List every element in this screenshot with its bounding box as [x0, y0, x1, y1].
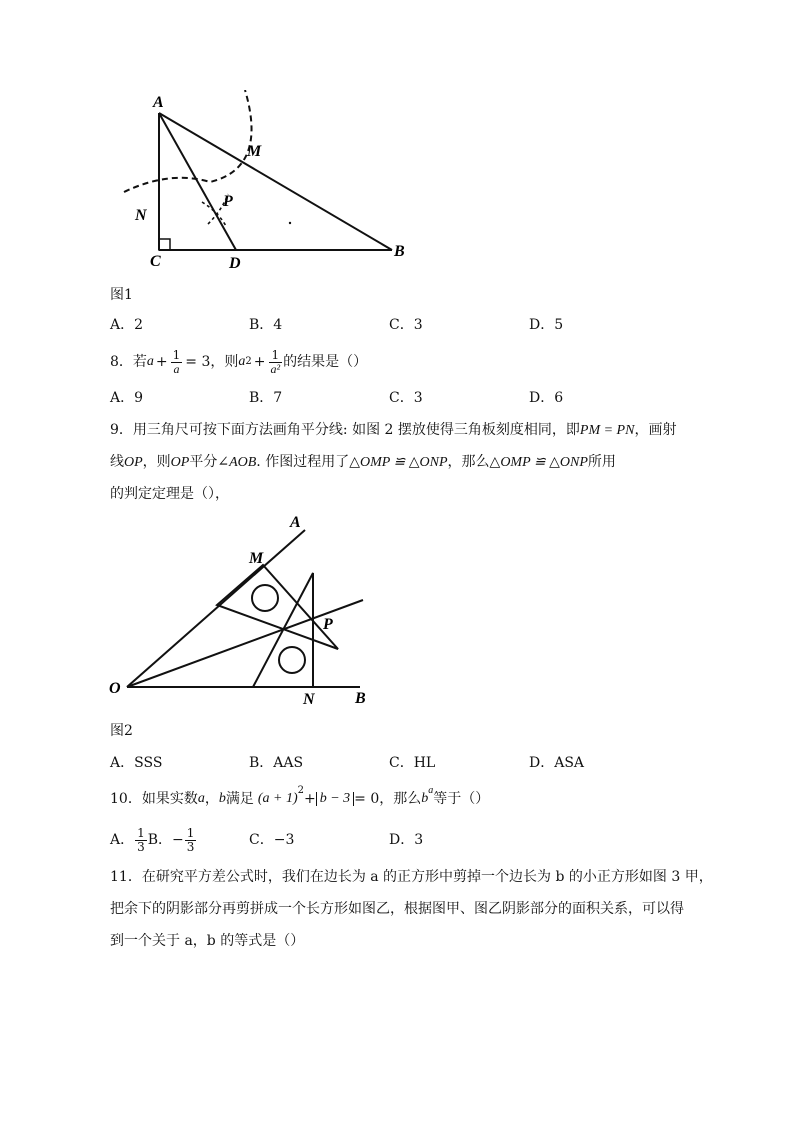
q10-options [110, 823, 197, 857]
q7-option-c: C．3 [389, 317, 423, 333]
q9-line-2: 线OP，则OP平分∠AOB. 作图过程用了△OMP ≌ △ONP，那么△OMP ≌ △ONP所用 [110, 454, 616, 470]
q11-line-1: 11．在研究平方差公式时，我们在边长为 a 的正方形中剪掉一个边长为 b 的小正方形如图 3 甲， [110, 869, 713, 885]
set-square-hole-lower [279, 647, 305, 673]
q8-option-a: A．9 [110, 390, 144, 406]
label-C: C [150, 253, 161, 270]
q8-option-c: C．3 [389, 390, 423, 406]
segment-AD [159, 113, 236, 250]
figure-2 [105, 505, 385, 710]
q8-option-d: D．6 [529, 390, 564, 406]
arc-MN [124, 90, 252, 192]
set-square-hole-upper [252, 585, 278, 611]
label-N: N [135, 207, 147, 224]
q9-option-a: A．SSS [110, 755, 163, 771]
label-P: P [323, 616, 333, 633]
label-B: B [355, 690, 366, 707]
figure-1 [110, 90, 420, 280]
q7-option-b: B．4 [249, 317, 283, 333]
q9-line-3: 的判定定理是（）， [110, 486, 229, 502]
q10-option-c: C．−3 [249, 832, 295, 848]
q10-option-d: D．3 [389, 832, 424, 848]
q9-option-b: B．AAS [249, 755, 304, 771]
label-M: M [247, 143, 262, 160]
ray-OA [127, 530, 305, 687]
q10-stem: 10．如果实数 a ， b 满足 (a + 1) $^2$ + b − 3 = 0，那么 b $^a$ 等于（） [110, 785, 490, 807]
q8-option-b: B．7 [249, 390, 283, 406]
set-square-upper [217, 565, 338, 649]
label-D: D [229, 255, 241, 272]
q9-line-1: 9．用三角尺可按下面方法画角平分线: 如图 2 摆放使得三角板刻度相同，即PM = PN，画射 [110, 422, 677, 438]
q10-option-a: A． $\frac{1}{3}$ [110, 825, 145, 854]
q7-option-a: A．2 [110, 317, 144, 333]
q11-line-2: 把余下的阴影部分再剪拼成一个长方形如图乙，根据图甲、图乙阴影部分的面积关系，可以得 [110, 901, 684, 917]
q10-option-b: B．− $\frac{1}{3}$ [147, 825, 195, 854]
ray-OP [127, 600, 363, 687]
q8-stem: 8．若 a + $\frac{1}{a}$ = 3，则 a 2 + $\frac{1}{\text{a²}}$ 的结果是（） [110, 347, 368, 376]
label-B: B [394, 243, 405, 260]
dot [289, 222, 291, 224]
label-M: M [249, 550, 264, 567]
q9-option-d: D．ASA [529, 755, 585, 771]
q9-option-c: C．HL [389, 755, 436, 771]
segment-AB [159, 113, 392, 250]
figure-2-caption: 图2 [110, 723, 133, 739]
label-P: P [223, 193, 233, 210]
q7-option-d: D．5 [529, 317, 564, 333]
label-A: A [153, 94, 164, 111]
label-O: O [109, 680, 121, 697]
label-N: N [303, 691, 315, 708]
right-angle-mark [159, 239, 170, 250]
q11-line-3: 到一个关于 a，b 的等式是（） [110, 933, 305, 949]
figure-1-caption: 图1 [110, 287, 133, 303]
label-A: A [290, 514, 301, 531]
